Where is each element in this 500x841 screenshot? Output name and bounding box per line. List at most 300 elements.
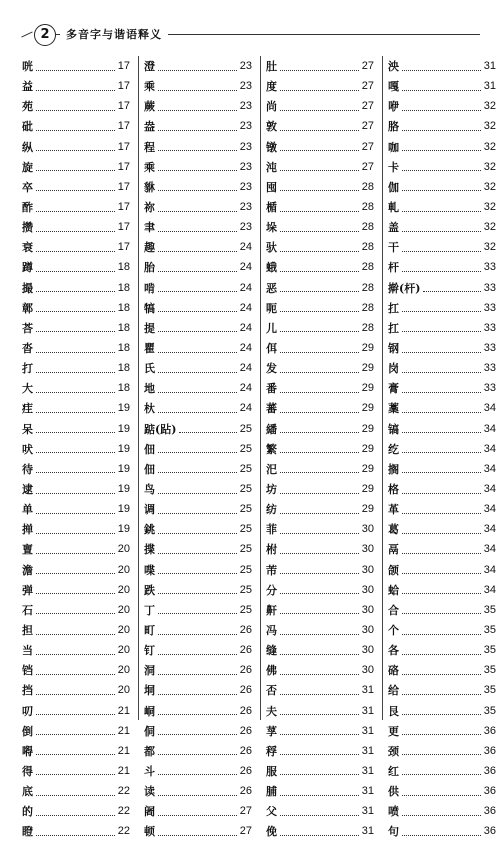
dot-leader [158, 746, 237, 755]
entry-character: 红 [388, 764, 399, 778]
dot-leader [158, 404, 237, 413]
entry-character: 脯 [266, 785, 277, 799]
index-entry [388, 519, 496, 539]
entry-character: 蹲 [22, 261, 33, 275]
dot-leader [36, 82, 115, 91]
index-entry [266, 660, 374, 680]
index-entry [22, 177, 130, 197]
entry-character: 益 [22, 80, 33, 94]
index-entry [266, 701, 374, 721]
index-entry [266, 398, 374, 418]
entry-page-number: 30 [361, 543, 374, 556]
dot-leader [158, 686, 237, 695]
index-entry [22, 600, 130, 620]
entry-character: 格 [388, 483, 399, 497]
entry-character: 分 [266, 583, 277, 597]
entry-page-number: 18 [117, 382, 130, 395]
index-entry [266, 640, 374, 660]
dot-leader [280, 787, 359, 796]
dot-leader [402, 766, 481, 775]
dot-leader [402, 485, 481, 494]
dot-leader [158, 525, 237, 534]
entry-page-number: 29 [361, 422, 374, 435]
index-entry [388, 137, 496, 157]
entry-character: 镦 [266, 140, 277, 154]
index-entry [22, 560, 130, 580]
dot-leader [36, 384, 115, 393]
dot-leader [280, 766, 359, 775]
entry-page-number: 24 [239, 261, 252, 274]
dot-leader [280, 464, 359, 473]
index-entry [22, 539, 130, 559]
entry-character: 鼾 [266, 603, 277, 617]
dot-leader [402, 807, 481, 816]
entry-character: 掸 [22, 523, 33, 537]
entry-character: 喷 [388, 805, 399, 819]
index-entry [144, 680, 252, 700]
entry-character: 钢 [388, 342, 399, 356]
dot-leader [402, 203, 481, 212]
entry-page-number: 21 [117, 764, 130, 777]
entry-character: 颈 [388, 744, 399, 758]
index-entry [22, 338, 130, 358]
dot-leader [280, 706, 359, 715]
entry-character: 倒 [22, 724, 33, 738]
dot-leader [158, 243, 237, 252]
entry-character: 驮 [266, 241, 277, 255]
entry-character: 佴 [266, 342, 277, 356]
entry-character: 莩 [266, 724, 277, 738]
dot-leader [158, 646, 237, 655]
index-entry [22, 519, 130, 539]
dot-leader [280, 142, 359, 151]
entry-character: 纺 [266, 503, 277, 517]
dot-leader [402, 827, 481, 836]
dot-leader [280, 62, 359, 71]
entry-character: 搁 [388, 462, 399, 476]
entry-page-number: 36 [483, 785, 496, 798]
dot-leader [402, 122, 481, 131]
entry-character: 缝 [266, 644, 277, 658]
index-entry [144, 278, 252, 298]
dot-leader [36, 505, 115, 514]
index-entry [144, 600, 252, 620]
dot-leader [402, 726, 481, 735]
dot-leader [280, 122, 359, 131]
entry-character: 岗 [388, 362, 399, 376]
dot-leader [280, 203, 359, 212]
entry-character: 单 [22, 503, 33, 517]
entry-character: 各 [388, 644, 399, 658]
index-entry [266, 479, 374, 499]
index-entry [144, 398, 252, 418]
index-entry [22, 741, 130, 761]
entry-page-number: 23 [239, 140, 252, 153]
index-entry [266, 76, 374, 96]
index-columns [22, 56, 496, 839]
entry-page-number: 22 [117, 805, 130, 818]
dot-leader [36, 263, 115, 272]
entry-character: 膏 [388, 382, 399, 396]
entry-character: 咖 [388, 140, 399, 154]
index-entry [266, 459, 374, 479]
dot-leader [158, 807, 237, 816]
entry-character: 澹 [22, 563, 33, 577]
entry-page-number: 31 [361, 724, 374, 737]
entry-page-number: 34 [483, 543, 496, 556]
entry-page-number: 22 [117, 825, 130, 838]
dot-leader [36, 565, 115, 574]
entry-page-number: 29 [361, 342, 374, 355]
entry-page-number: 35 [483, 603, 496, 616]
index-entry [266, 197, 374, 217]
entry-character: 菲 [266, 523, 277, 537]
entry-page-number: 35 [483, 704, 496, 717]
entry-character: 軋 [388, 201, 399, 215]
dot-leader [36, 62, 115, 71]
entry-character: 度 [266, 80, 277, 94]
entry-page-number: 34 [483, 563, 496, 576]
dot-leader [402, 162, 481, 171]
entry-character: 苑 [22, 100, 33, 114]
dot-leader [402, 142, 481, 151]
index-entry [144, 439, 252, 459]
entry-page-number: 24 [239, 402, 252, 415]
entry-page-number: 26 [239, 704, 252, 717]
dot-leader [402, 344, 481, 353]
dot-leader [158, 283, 237, 292]
index-entry [22, 419, 130, 439]
index-entry [144, 157, 252, 177]
entry-character: 跌 [144, 583, 155, 597]
entry-page-number: 35 [483, 664, 496, 677]
entry-character: 町 [144, 624, 155, 637]
entry-character: 打 [22, 362, 33, 376]
entry-page-number: 36 [483, 825, 496, 838]
entry-page-number: 35 [483, 684, 496, 697]
entry-character: 担 [22, 624, 33, 637]
entry-page-number: 31 [483, 80, 496, 93]
dot-leader [280, 102, 359, 111]
index-entry [266, 318, 374, 338]
entry-page-number: 24 [239, 362, 252, 375]
dot-leader [402, 505, 481, 514]
entry-page-number: 23 [239, 80, 252, 93]
dot-leader [158, 182, 237, 191]
dot-leader [402, 585, 481, 594]
entry-page-number: 20 [117, 583, 130, 596]
entry-page-number: 25 [239, 583, 252, 596]
entry-character: 的 [22, 805, 33, 819]
dot-leader [280, 424, 359, 433]
index-entry [144, 177, 252, 197]
entry-page-number: 28 [361, 221, 374, 234]
index-entry [388, 378, 496, 398]
dot-leader [158, 626, 237, 635]
index-entry [144, 801, 252, 821]
index-entry [388, 197, 496, 217]
index-entry [388, 338, 496, 358]
entry-character: 垛 [266, 221, 277, 235]
entry-page-number: 26 [239, 684, 252, 697]
dot-leader [280, 525, 359, 534]
entry-character: 啃 [144, 281, 155, 295]
dot-leader [280, 263, 359, 272]
entry-character: 衰 [22, 241, 33, 255]
entry-character: 夫 [266, 704, 277, 718]
dot-leader [280, 646, 359, 655]
dot-leader [280, 746, 359, 755]
entry-page-number: 27 [361, 140, 374, 153]
index-entry [266, 821, 374, 841]
index-entry [144, 499, 252, 519]
index-entry [22, 701, 130, 721]
entry-page-number: 20 [117, 684, 130, 697]
dot-leader [280, 364, 359, 373]
dot-leader [36, 182, 115, 191]
index-entry [22, 96, 130, 116]
dot-leader [36, 344, 115, 353]
entry-character: 挡 [22, 684, 33, 698]
index-entry [144, 741, 252, 761]
dot-leader [158, 344, 237, 353]
index-entry [266, 721, 374, 741]
entry-page-number: 28 [361, 321, 374, 334]
entry-character: 酢 [22, 201, 33, 215]
index-entry [266, 157, 374, 177]
entry-page-number: 19 [117, 442, 130, 455]
dot-leader [36, 545, 115, 554]
index-entry [266, 560, 374, 580]
entry-page-number: 33 [483, 261, 496, 274]
entry-page-number: 26 [239, 664, 252, 677]
entry-character: 顿 [144, 825, 155, 839]
entry-page-number: 19 [117, 503, 130, 516]
entry-character: 叨 [22, 704, 33, 718]
entry-character: 垌 [144, 684, 155, 698]
dot-leader [158, 82, 237, 91]
index-entry [266, 741, 374, 761]
page-number: 2 [34, 24, 56, 46]
index-entry [22, 76, 130, 96]
dot-leader [402, 444, 481, 453]
entry-page-number: 34 [483, 442, 496, 455]
entry-character: 读 [144, 785, 155, 799]
entry-page-number: 32 [483, 100, 496, 113]
index-entry [22, 761, 130, 781]
dot-leader [280, 585, 359, 594]
index-entry [266, 137, 374, 157]
entry-page-number: 31 [361, 805, 374, 818]
entry-page-number: 34 [483, 422, 496, 435]
entry-page-number: 22 [117, 785, 130, 798]
entry-character: 颌 [388, 563, 399, 577]
entry-character: 蛤 [388, 583, 399, 597]
dot-leader [36, 364, 115, 373]
entry-character: 亶 [22, 543, 33, 557]
column-divider [382, 56, 383, 720]
dot-leader [158, 122, 237, 131]
entry-character: 沓 [22, 342, 33, 356]
index-entry [266, 519, 374, 539]
entry-page-number: 19 [117, 422, 130, 435]
index-entry [266, 378, 374, 398]
entry-character: 得 [22, 764, 33, 778]
dot-leader [280, 384, 359, 393]
index-entry [266, 439, 374, 459]
entry-page-number: 30 [361, 563, 374, 576]
index-entry [388, 157, 496, 177]
entry-character: 鸟 [144, 483, 155, 497]
index-entry [22, 278, 130, 298]
entry-page-number: 17 [117, 100, 130, 113]
entry-page-number: 30 [361, 664, 374, 677]
dot-leader [402, 303, 481, 312]
dot-leader [36, 666, 115, 675]
entry-character: 个 [388, 624, 399, 637]
dot-leader [280, 827, 359, 836]
entry-page-number: 24 [239, 301, 252, 314]
dot-leader [36, 303, 115, 312]
entry-page-number: 20 [117, 563, 130, 576]
entry-character: 干 [388, 241, 399, 255]
index-entry [266, 600, 374, 620]
dot-leader [402, 182, 481, 191]
index-entry [144, 298, 252, 318]
entry-page-number: 27 [361, 80, 374, 93]
entry-character: 调 [144, 503, 155, 517]
index-entry [388, 298, 496, 318]
entry-page-number: 34 [483, 402, 496, 415]
entry-page-number: 34 [483, 503, 496, 516]
entry-page-number: 25 [239, 462, 252, 475]
entry-character: 瞪 [22, 825, 33, 839]
entry-page-number: 25 [239, 563, 252, 576]
dot-leader [36, 626, 115, 635]
index-entry [144, 459, 252, 479]
entry-character: 嘎 [388, 80, 399, 94]
index-entry [388, 801, 496, 821]
entry-page-number: 28 [361, 201, 374, 214]
entry-character: 喋 [144, 563, 155, 577]
dot-leader [280, 726, 359, 735]
dot-leader [402, 364, 481, 373]
entry-character: 趣 [144, 241, 155, 255]
entry-character: 当 [22, 644, 33, 658]
entry-character: 底 [22, 785, 33, 799]
dot-leader [158, 485, 237, 494]
dot-leader [36, 726, 115, 735]
entry-character: 藁 [388, 402, 399, 416]
index-entry [22, 801, 130, 821]
index-column-4 [388, 56, 496, 841]
entry-character: 蛾 [266, 261, 277, 275]
index-entry [144, 479, 252, 499]
entry-character: 疰 [22, 402, 33, 416]
entry-page-number: 31 [361, 744, 374, 757]
entry-page-number: 19 [117, 462, 130, 475]
index-entry [144, 318, 252, 338]
column-divider [138, 56, 139, 720]
entry-page-number: 21 [117, 724, 130, 737]
dot-leader [280, 303, 359, 312]
entry-page-number: 19 [117, 402, 130, 415]
dot-leader [158, 726, 237, 735]
index-entry [388, 177, 496, 197]
dot-leader [402, 565, 481, 574]
entry-character: 卡 [388, 160, 399, 174]
entry-page-number: 17 [117, 221, 130, 234]
index-entry [144, 237, 252, 257]
entry-page-number: 28 [361, 301, 374, 314]
entry-page-number: 33 [483, 362, 496, 375]
index-column-3 [266, 56, 374, 841]
entry-character: 佃 [144, 462, 155, 476]
entry-page-number: 36 [483, 744, 496, 757]
index-entry [388, 580, 496, 600]
index-entry [388, 257, 496, 277]
dot-leader [36, 122, 115, 131]
entry-page-number: 29 [361, 402, 374, 415]
dot-leader [36, 243, 115, 252]
entry-character: 斗 [144, 764, 155, 778]
dot-leader [423, 283, 480, 292]
index-entry [144, 419, 252, 439]
entry-character: 稃 [266, 744, 277, 758]
entry-character: 服 [266, 764, 277, 778]
entry-page-number: 29 [361, 483, 374, 496]
entry-page-number: 27 [361, 120, 374, 133]
entry-character: 佛 [266, 664, 277, 678]
dot-leader [158, 142, 237, 151]
index-entry [144, 761, 252, 781]
index-entry [22, 318, 130, 338]
entry-character: 程 [144, 140, 155, 154]
entry-page-number: 26 [239, 764, 252, 777]
dot-leader [36, 585, 115, 594]
dot-leader [36, 746, 115, 755]
entry-page-number: 24 [239, 281, 252, 294]
entry-character: 乘 [144, 80, 155, 94]
index-entry [22, 137, 130, 157]
entry-page-number: 34 [483, 483, 496, 496]
entry-page-number: 26 [239, 724, 252, 737]
entry-page-number: 25 [239, 483, 252, 496]
entry-page-number: 17 [117, 241, 130, 254]
entry-page-number: 23 [239, 201, 252, 214]
index-entry [144, 620, 252, 640]
dot-leader [402, 746, 481, 755]
dot-leader [280, 666, 359, 675]
dot-leader [402, 263, 481, 272]
entry-character: 葛 [388, 523, 399, 537]
dot-leader [158, 464, 237, 473]
index-entry [388, 439, 496, 459]
index-entry [266, 56, 374, 76]
entry-character: 扛 [388, 301, 399, 315]
index-entry [144, 660, 252, 680]
entry-page-number: 17 [117, 120, 130, 133]
entry-page-number: 20 [117, 624, 130, 636]
index-entry [22, 439, 130, 459]
dot-leader [280, 404, 359, 413]
entry-character: 揲 [144, 543, 155, 557]
entry-page-number: 32 [483, 140, 496, 153]
dot-leader [280, 344, 359, 353]
entry-character: 盖 [388, 221, 399, 235]
index-entry [266, 338, 374, 358]
dot-leader [158, 666, 237, 675]
